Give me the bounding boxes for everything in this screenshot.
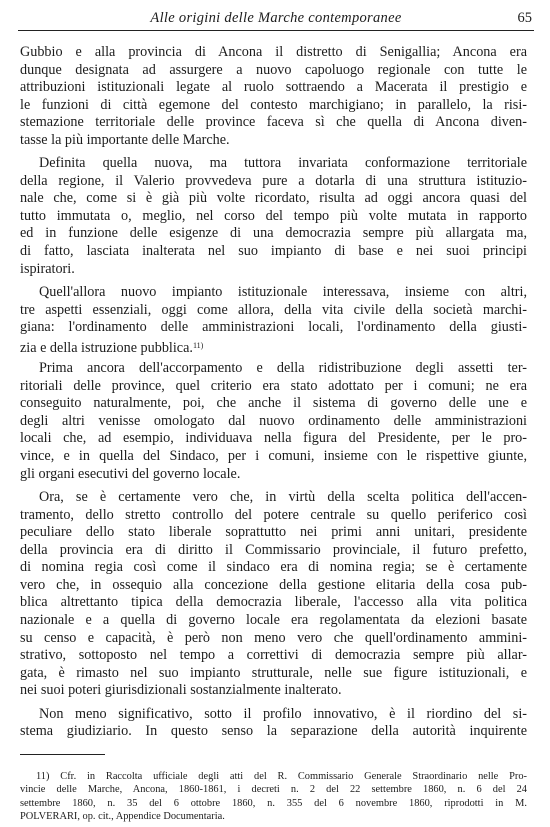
text-line: gata, è rimasto nel suo impianto strutturale, nelle sue figure istituzionali, e <box>20 664 527 681</box>
text-line: di nomina regia così come il sindaco era di nomina regia; se è certamente <box>20 559 527 576</box>
text-line: degli altri venisse omologato dal nuovo ordinamento delle amministrazioni <box>20 412 527 429</box>
text-line: tutto immutata o, meglio, nel corso del tempo più volte mutata in rapporto <box>20 207 527 224</box>
text-line: conseguito naturalmente, poi, che anche il sistema di governo delle une e <box>20 395 527 412</box>
footnote-area <box>20 770 527 823</box>
text-line: tre aspetti essenziali, oggi come allora, della vita civile della società marchi- <box>20 301 527 318</box>
text-line: strativo, sottoposto nel tempo a correttivi di democrazia sempre più allar- <box>20 647 527 664</box>
text-line: Prima ancora dell'accorpamento e della ridistribuzione degli assetti ter- <box>39 360 527 377</box>
body-text <box>20 44 527 741</box>
text-line: nale che, come si è già più volte ricordato, risulta ad oggi ancora quasi del <box>20 190 527 207</box>
text-line: Non meno significativo, sotto il profilo innovativo, è il riordino del si- <box>39 705 527 722</box>
page-header <box>18 8 534 31</box>
text-line: di fatto, lasciata inalterata nel suo impianto di base e nei suoi principi <box>20 243 527 260</box>
text-line: della provincia era di diritto il Commissario provinciale, il futuro prefetto, <box>20 541 527 558</box>
text-line: ritoriali delle province, quel criterio era stato adottato per i comuni; ne era <box>20 377 527 394</box>
page-number: 65 <box>517 10 532 26</box>
text-line: vero che, in ossequio alla concezione della gestione elitaria della cosa pub- <box>20 576 527 593</box>
text-line: giana: l'ordinamento delle amministrazioni locali, l'ordinamento della giusti- <box>20 319 527 336</box>
text-line: dunque designata ad assurgere a nuovo capoluogo regionale con tutte le <box>20 61 527 78</box>
text-line <box>20 337 527 355</box>
text-line: della regione, il Valerio provvedeva pure a dotarla di una struttura istituzio- <box>20 172 527 189</box>
footnote-reference: 11) <box>192 340 204 350</box>
text-line: attribuzioni istituzionali legate al ruolo sottraendo a Macerata il prestigio e <box>20 79 527 96</box>
text-line: ispiratori. <box>20 260 75 277</box>
text-line: su censo e capacità, è però non meno vero che quell'ordinamento ammini- <box>20 629 527 646</box>
text-line: stemazione territoriale delle province faceva sì che quella di Ancona diven- <box>20 114 527 131</box>
footnote-line: vincie delle Marche, Ancona, 1860-1861, i decreti n. 2 del 22 settembre 1860, n. 6 del 24 <box>20 784 527 796</box>
text-line: Ora, se è certamente vero che, in virtù della scelta politica dell'accen- <box>39 489 527 506</box>
text-line: peculiare dello stato liberale soprattutto nei primi anni unitari, presidente <box>20 524 527 541</box>
footnote-line: settembre 1860, n. 35 del 6 ottobre 1860, n. 355 del 6 novembre 1860, riprodotti in M. <box>20 797 527 809</box>
text-line: tasse la più importante delle Marche. <box>20 131 230 148</box>
text-line: Gubbio e alla provincia di Ancona il distretto di Senigallia; Ancona era <box>20 44 527 60</box>
footnote-line: 11) Cfr. in Raccolta ufficiale degli atti del R. Commissario Generale Straordinario nelle Pro- <box>36 771 527 782</box>
text-line: Definita quella nuova, ma tuttora invariata conformazione territoriale <box>39 155 527 172</box>
footnote-separator <box>20 754 105 755</box>
text-line: locali che, ad esempio, individuava nella figura del Presidente, per le pro- <box>20 430 527 447</box>
text-line: tramento, dello stretto controllo del potere centrale su quello periferico così <box>20 506 527 523</box>
running-title: Alle origini delle Marche contemporanee <box>150 10 402 26</box>
text-line: blica altrettanto tipica della democrazia liberale, l'accesso alla vita politica <box>20 594 527 611</box>
text-line: stema giudiziario. In questo senso la separazione della autorità inquirente <box>20 723 527 740</box>
text-line: nei suoi poteri giurisdizionali sostanzialmente inalterato. <box>20 682 342 699</box>
footnote-line: POLVERARI, op. cit., Appendice Documentaria. <box>20 810 225 822</box>
text-line: gli organi esecutivi del governo locale. <box>20 465 241 482</box>
text-line: nazionale e a quella di governo locale era regolamentata da elezioni basate <box>20 611 527 628</box>
text-line-content: zia e della istruzione pubblica. <box>20 339 193 356</box>
text-line: le funzioni di città egemone del contesto marchigiano; in parallelo, la risi- <box>20 96 527 113</box>
text-line: ed in funzione delle esigenze di una democrazia sempre più allargata ma, <box>20 225 527 242</box>
text-line: vince, e in quella del Sindaco, per i comuni, insieme con le rispettive giunte, <box>20 448 527 465</box>
text-line: Quell'allora nuovo impianto istituzionale interessava, insieme con altri, <box>39 284 527 301</box>
